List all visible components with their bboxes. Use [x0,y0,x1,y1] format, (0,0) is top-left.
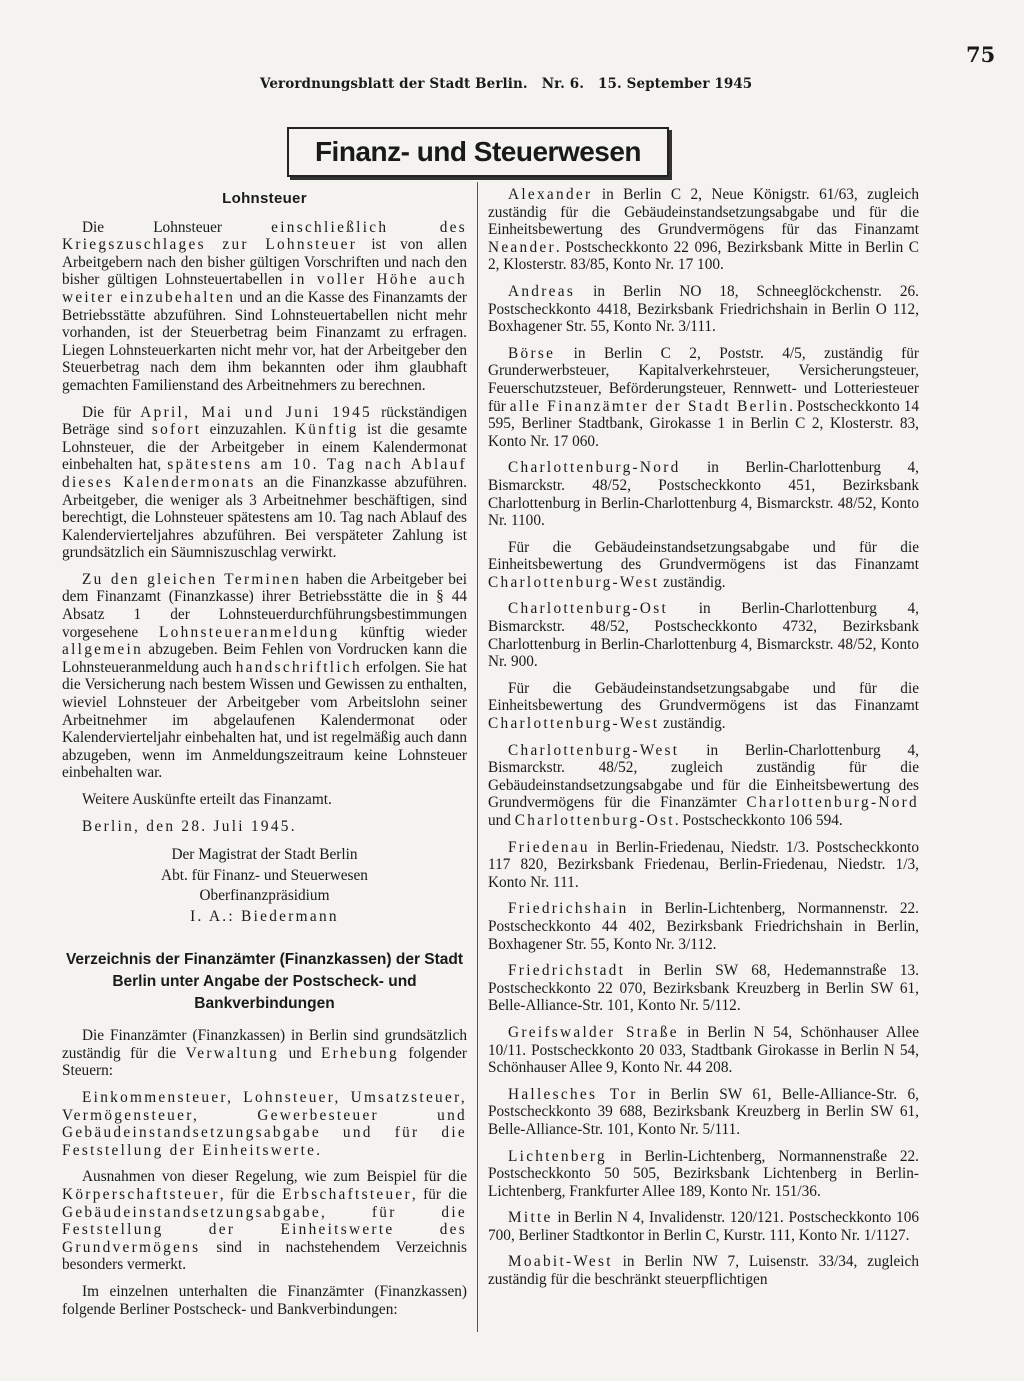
page-number: 75 [966,42,996,67]
spaced-text: Verwaltung [185,1044,280,1062]
spaced-text: Lohnsteueranmeldung [159,623,340,641]
text-run: abzugeben. Beim Fehlen von Vordrucken kann die Lohnsteueranmeldung auch [62,641,467,676]
spaced-text: handschriftlich [235,658,362,676]
spaced-text: Charlottenburg-Nord [746,794,919,812]
finanzamt-entry [488,345,919,451]
spaced-text: spätestens am 10. Tag nach Ablauf dieses Kalendermonats [62,456,467,491]
spaced-text: Greifswalder Straße [508,1023,679,1041]
spaced-text: Körperschaftsteuer [62,1185,220,1203]
spaced-text: Künftig [294,421,359,439]
text-run: in Berlin-Charlottenburg 4, Bismarckstr. 48/52, Postscheckkonto 451, Bezirksbank Charlottenburg in Berlin-Charlottenburg 4, Bismarckstr. 48/52, Konto Nr. 1100. [488,459,919,530]
finanzamt-entry [488,1024,919,1077]
spaced-text: Mitte [508,1209,553,1227]
text-run: in Berlin N 4, Invalidenstr. 120/121. Postscheckkonto 106 700, Berliner Stadtkontor in Berlin C, Kurstr. 111, Konto Nr. 1/1127. [488,1209,919,1244]
spaced-text: Andreas [508,282,576,300]
text-run: in Berlin-Lichtenberg, Normannenstr. 22. Postscheckkonto 44 402, Bezirksbank Friedrichshain in Berlin, Boxhagener Str. 55, Konto Nr. 3/112. [488,900,919,953]
spaced-text: in voller Höhe auch weiter einzubehalten [62,271,468,306]
text-run: , für die [411,1185,468,1203]
paragraph: Im einzelnen unterhalten die Finanzämter (Finanzkassen) folgende Berliner Postscheck- und Bankverbindungen: [62,1282,467,1318]
finanzamt-entry [488,186,919,274]
text-run: künftig wieder [339,623,467,641]
text-run: Die Finanzämter (Finanzkassen) in Berlin sind grundsätzlich zuständig für die [62,1027,467,1062]
finanzamt-entry [488,1253,919,1288]
paragraph [62,1027,467,1080]
text-run: Für die Gebäudeinstandsetzungsabgabe und für die Einheitsbewertung des Grundvermögens ist das Finanzamt [488,679,919,715]
spaced-text: Gebäudeinstandsetzungsabgabe, für die Feststellung der Einheitswerte des Grundvermögens [62,1203,467,1256]
finanzamt-note [488,539,919,592]
text-run: in Berlin-Charlottenburg 4, Bismarckstr. 48/52, zugleich zuständig für die Gebäudeinstandsetzungsabgabe und für die Einheitsbewertung des Grundvermögens für die Finanzämter [488,741,919,812]
finanzamt-entry [488,900,919,953]
text-run: . Postscheckkonto 22 096, Bezirksbank Mitte in Berlin C 2, Klosterstr. 83/85, Konto Nr. 17 100. [488,238,919,274]
date-line: Berlin, den 28. Juli 1945. [82,817,297,835]
paragraph [62,1089,467,1159]
text-run: in Berlin SW 61, Belle-Alliance-Str. 6, Postscheckkonto 39 688, Bezirksbank Kreuzberg in Berlin SW 61, Belle-Alliance-Str. 101, Konto Nr. 5/111. [488,1085,919,1138]
header-date: 15. September 1945 [598,76,753,92]
spaced-text: sofort [151,421,202,439]
spaced-text: Hallesches Tor [508,1085,638,1103]
spaced-text: Charlottenburg-West [508,741,680,759]
text-run: in Berlin SW 68, Hedemannstraße 13. Postscheckkonto 22 070, Bezirksbank Kreuzberg in Berlin SW 61, Belle-Alliance-Str. 101, Konto Nr. 5/112. [488,962,919,1015]
finanzamt-entry [488,283,919,336]
text-run: zuständig. [659,715,726,733]
signature-line: Oberfinanzpräsidium [199,887,330,905]
finanzamt-entry [488,1086,919,1139]
signature-line: Abt. für Finanz- und Steuerwesen [161,866,368,884]
finanzamt-entry [488,839,919,892]
paragraph [62,571,467,782]
text-run: in Berlin C 2, Poststr. 4/5, zuständig für Grunderwerbsteuer, Kapitalverkehrsteuer, Versicherungsteuer, Feuerschutzsteuer, Beförderungsteuer, Rennwett- und Lotteriesteuer für [488,344,919,415]
text-run: Ausnahmen von dieser Regelung, wie zum Beispiel für die [82,1168,467,1186]
signature-block [62,845,467,927]
paragraph [62,404,467,562]
spaced-text: Lichtenberg [508,1147,607,1165]
lohnsteuer-heading: Lohnsteuer [222,190,307,207]
finanzamt-entry [488,459,919,529]
text-run: in Berlin C 2, Neue Königstr. 61/63, zugleich zuständig für die Gebäudeinstandsetzungsabgabe und für die Einheitsbewertung des Grundvermögens für das Finanzamt [488,186,919,239]
text-run: sind in nachstehendem Verzeichnis besonders vermerkt. [62,1238,467,1274]
text-run: rückständigen Beträge sind [62,403,467,439]
spaced-text: Einkommensteuer, Lohnsteuer, Umsatzsteuer, Vermögensteuer, Gewerbesteuer und Gebäudeinstandsetzungsabgabe und für die Feststellung der Einheitswerte. [62,1088,467,1159]
spaced-text: alle Finanzämter der Stadt Berlin [509,397,790,415]
text-run: in Berlin NW 7, Luisenstr. 33/34, zugleich zuständig für die beschränkt steuerpflichtigen [488,1253,919,1289]
finanzamt-entry [488,1209,919,1244]
text-run: in Berlin-Lichtenberg, Normannenstraße 22. Postscheckkonto 50 505, Bezirksbank Lichtenberg in Berlin-Lichtenberg, Frankfurter Allee 189, Konto Nr. 151/36. [488,1147,919,1200]
spaced-text: Friedrichstadt [508,962,626,980]
text-run: , für die [219,1185,283,1203]
spaced-text: Neander [488,238,556,256]
spaced-text: Charlottenburg-Ost [514,812,675,829]
text-run: zuständig. [659,573,726,591]
paragraph [62,219,467,395]
column-divider [477,182,478,1332]
finanzamt-note [488,680,919,733]
text-run: und an die Kasse des Finanzamts der Betriebsstätte abzuführen. Sind Lohnsteuertabellen nicht mehr vorhanden, ist der Steuerbetrag beim Finanzamt zu erfragen. Liegen Lohnsteuerkarten nicht mehr vor, hat der Arbeitgeber den Steuerbetrag nach dem ihm bekannten oder ihm glaubhaft gemachten Familienstand des Arbeitnehmers zu berechnen. [62,288,467,394]
spaced-text: Friedenau [508,838,590,856]
spaced-text: Erhebung [321,1044,399,1062]
text-run: einzuzahlen. [201,421,295,439]
running-header [260,76,766,92]
right-column [488,186,919,1298]
paragraph [62,1168,467,1274]
spaced-text: Charlottenburg-West [488,573,660,591]
header-title: Verordnungsblatt der Stadt Berlin. [260,76,528,92]
finanzamt-entry [488,962,919,1015]
signature-line: Der Magistrat der Stadt Berlin [171,846,358,864]
text-run: Die für [82,403,141,421]
text-run: Die Lohnsteuer [82,218,272,236]
verzeichnis-heading: Verzeichnis der Finanzämter (Finanzkassen) der Stadt Berlin unter Angabe der Postscheck- und Bankverbindungen [65,951,464,1013]
spaced-text: Zu den gleichen Terminen [82,570,302,588]
spaced-text: Erbschaftsteuer [282,1185,412,1203]
spaced-text: Charlottenburg-Nord [508,459,681,477]
paragraph: Weitere Auskünfte erteilt das Finanzamt. [82,791,332,808]
text-run: erfolgen. Sie hat die Versicherung nach bestem Wissen und Gewissen zu enthalten, wieviel Lohnsteuer der Arbeitgeber vom Arbeitslohn seiner Arbeitnehmer im abgelaufenen Kalendermonat oder Kalendervierteljahr einbehalten hat, und ist regelmäßig auch dann abzugeben, wenn im Anmeldungszeitraum keine Lohnsteuer einbehalten war. [62,658,468,782]
spaced-text: Charlottenburg-Ost [508,600,669,618]
spaced-text: Friedrichshain [508,900,629,918]
finanzamt-entry [488,742,919,830]
section-title: Finanz- und Steuerwesen [287,127,669,177]
left-column [62,186,467,1327]
spaced-text: Moabit-West [508,1253,613,1271]
text-run: in Berlin NO 18, Schneeglöckchenstr. 26. Postscheckkonto 4418, Bezirksbank Friedrichshain in Berlin O 112, Boxhagener Str. 55, Konto Nr. 3/111. [488,282,919,336]
text-run: in Berlin N 54, Schönhauser Allee 10/11. Postscheckkonto 20 033, Stadtbank Girokasse in Berlin N 54, Schönhauser Allee 9, Konto Nr. 44 208. [488,1023,919,1077]
text-run: Für die Gebäudeinstandsetzungsabgabe und für die Einheitsbewertung des Grundvermögens ist das Finanzamt [488,538,919,574]
text-run: folgender Steuern: [62,1044,467,1080]
finanzamt-entry [488,1148,919,1201]
text-run: ist von allen Arbeitgebern nach den bisher gültigen Vorschriften und nach den bisher gültigen Lohnsteuertabellen [62,236,467,289]
signature-line: I. A.: Biedermann [190,907,339,925]
text-run: haben die Arbeitgeber bei dem Finanzamt (Finanzkasse) ihrer Betriebsstätte die in § 44 Absatz 1 der Lohnsteuerdurchführungsbestimmungen vorgesehene [62,570,467,641]
spaced-text: allgemein [62,641,144,659]
text-run: und [279,1044,322,1062]
spaced-text: Charlottenburg-West [488,715,660,733]
spaced-text: Alexander [508,186,593,203]
text-run: in Berlin-Charlottenburg 4, Bismarckstr. 48/52, Postscheckkonto 4732, Bezirksbank Charlottenburg in Berlin-Charlottenburg 4, Bismarckstr. 48/52, Konto Nr. 900. [488,600,919,671]
text-run: . Postscheckkonto 106 594. [674,812,843,829]
text-run: . Postscheckkonto 14 595, Berliner Stadtbank, Girokasse 1 in Berlin C 2, Klosterstr. 83, Konto Nr. 17 060. [488,397,919,450]
text-run: in Berlin-Friedenau, Niedstr. 1/3. Postscheckkonto 117 820, Bezirksbank Friedenau, Berlin-Friedenau, Niedstr. 1/3, Konto Nr. 111. [488,838,919,891]
text-run: ist die gesamte Lohnsteuer, die der Arbeitgeber in einem Kalendermonat einbehalten hat, [62,421,468,474]
text-run: an die Finanzkasse abzuführen. Arbeitgeber, die weniger als 3 Arbeitnehmer beschäftigen, sind berechtigt, die Lohnsteuer spätestens am 10. Tag nach Ablauf des Kalendervierteljahres abzuführen. Bei verspäteter Zahlung ist grundsätzlich ein Säumniszuschlag verwirkt. [62,473,467,562]
spaced-text: April, Mai und Juni 1945 [140,403,372,421]
text-run: und [488,812,515,829]
spaced-text: einschließlich des Kriegszuschlages zur Lohnsteuer [62,218,467,254]
finanzamt-entry [488,600,919,670]
spaced-text: Börse [508,344,556,362]
header-number: Nr. 6. [541,76,585,92]
